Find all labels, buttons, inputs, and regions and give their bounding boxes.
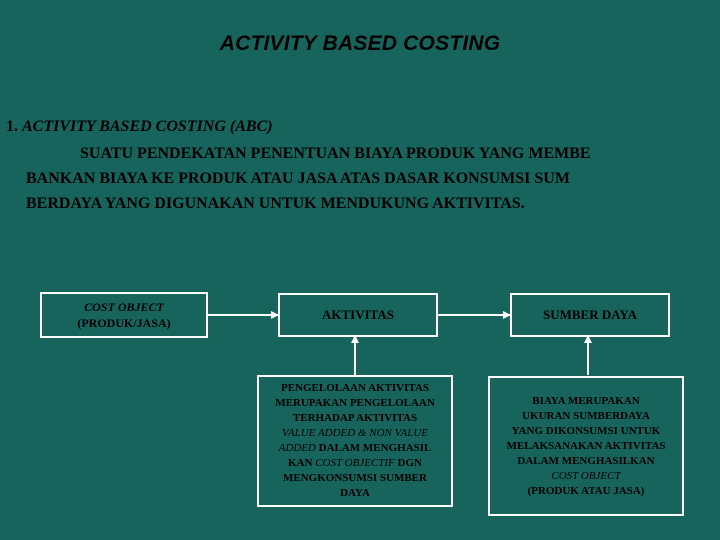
pengelolaan-line-4: VALUE ADDED & NON VALUE <box>281 427 429 439</box>
pengelolaan-line-3: TERHADAP AKTIVITAS <box>292 412 418 424</box>
pengelolaan-line-5b: DALAM MENGHASIL <box>315 442 432 454</box>
definition-line-1: SUATU PENDEKATAN PENENTUAN BIAYA PRODUK YANG MEMBE <box>80 145 591 162</box>
aktivitas-label: AKTIVITAS <box>321 307 394 322</box>
heading-number: 1. <box>6 118 18 135</box>
biaya-line-3: YANG DIKONSUMSI UNTUK <box>511 424 661 437</box>
pengelolaan-line-2: MERUPAKAN PENGELOLAAN <box>275 397 435 409</box>
biaya-line-7: (PRODUK ATAU JASA) <box>527 484 645 497</box>
pengelolaan-line-5 <box>275 441 435 456</box>
cost-object-subtitle: (PRODUK/JASA) <box>77 316 171 330</box>
pengelolaan-box <box>257 375 453 507</box>
definition-line-2: BANKAN BIAYA KE PRODUK ATAU JASA ATAS DASAR KONSUMSI SUM <box>26 170 570 187</box>
biaya-line-4: MELAKSANAKAN AKTIVITAS <box>506 439 666 452</box>
pengelolaan-line-6a: KAN <box>288 457 316 469</box>
biaya-line-1: BIAYA MERUPAKAN <box>532 394 640 407</box>
pengelolaan-line-6c: DGN <box>394 457 422 469</box>
biaya-box <box>488 376 684 516</box>
cost-object-title: COST OBJECT <box>84 300 164 314</box>
definition-line-3: BERDAYA YANG DIGUNAKAN UNTUK MENDUKUNG AKTIVITAS. <box>26 195 525 212</box>
pengelolaan-line-8: DAYA <box>340 487 370 499</box>
pengelolaan-line-6 <box>275 456 435 471</box>
pengelolaan-line-6b: COST OBJECTIF <box>315 457 395 469</box>
sumber-daya-box <box>510 293 670 337</box>
cost-object-box <box>40 292 208 338</box>
biaya-line-5: DALAM MENGHASILKAN <box>517 454 655 467</box>
pengelolaan-line-1: PENGELOLAAN AKTIVITAS <box>280 382 429 394</box>
pengelolaan-line-7: MENGKONSUMSI SUMBER <box>283 472 427 484</box>
biaya-line-2: UKURAN SUMBERDAYA <box>522 409 650 422</box>
biaya-line-6: COST OBJECT <box>551 469 621 482</box>
aktivitas-box <box>278 293 438 337</box>
slide-title: ACTIVITY BASED COSTING <box>219 32 501 55</box>
sumber-daya-label: SUMBER DAYA <box>542 307 638 322</box>
heading-text: ACTIVITY BASED COSTING (ABC) <box>22 118 273 135</box>
pengelolaan-line-5a: ADDED <box>278 442 316 454</box>
